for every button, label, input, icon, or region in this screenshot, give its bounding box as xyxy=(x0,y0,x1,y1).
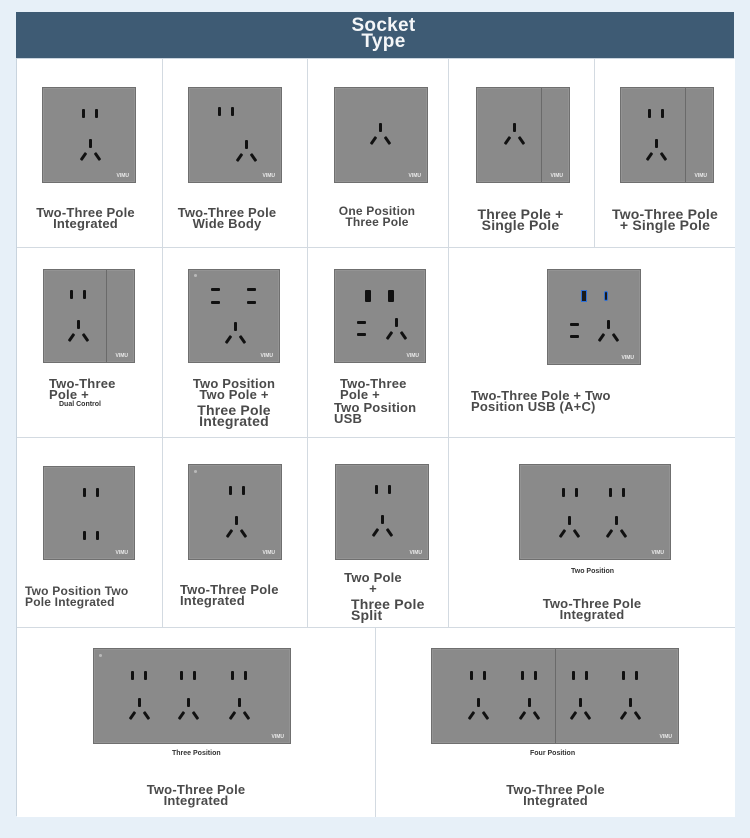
socket-slot xyxy=(483,671,486,680)
socket-slot xyxy=(89,139,92,148)
brand-logo: VIMU xyxy=(260,353,273,359)
brand-logo: VIMU xyxy=(621,355,634,361)
brand-logo: VIMU xyxy=(659,734,672,740)
socket-slot xyxy=(468,711,476,720)
socket-slot xyxy=(620,711,628,720)
socket-slot xyxy=(575,488,578,497)
socket-slot xyxy=(629,698,632,707)
socket-slot xyxy=(660,152,668,161)
socket-cell-10 xyxy=(17,438,163,628)
socket-slot xyxy=(218,107,221,116)
socket-label: Two Position Two Pole + xyxy=(192,376,276,402)
socket-slot xyxy=(534,671,537,680)
usb-c-port xyxy=(604,291,608,301)
socket-cell-9 xyxy=(449,248,735,438)
plate-divider xyxy=(106,270,107,362)
socket-plate xyxy=(431,648,679,744)
socket-slot xyxy=(585,671,588,680)
socket-slot xyxy=(77,320,80,329)
brand-logo: VIMU xyxy=(262,550,275,556)
brand-logo: VIMU xyxy=(262,173,275,179)
socket-slot xyxy=(635,671,638,680)
socket-slot xyxy=(655,139,658,148)
socket-slot xyxy=(244,671,247,680)
brand-logo: VIMU xyxy=(550,173,563,179)
socket-slot xyxy=(357,333,366,336)
indicator-light xyxy=(99,654,102,657)
socket-label-2: Two Position USB xyxy=(334,400,417,426)
socket-slot xyxy=(470,671,473,680)
socket-plate xyxy=(334,269,426,363)
socket-slot xyxy=(615,516,618,525)
socket-plate xyxy=(43,269,135,363)
socket-slot xyxy=(70,290,73,299)
plate-divider xyxy=(541,88,542,182)
socket-label: Two-Three Pole + Two Position USB (A+C) xyxy=(471,388,611,414)
socket-slot xyxy=(504,136,512,145)
socket-slot xyxy=(400,331,408,340)
socket-slot xyxy=(96,488,99,497)
socket-slot xyxy=(384,136,392,145)
socket-slot xyxy=(242,486,245,495)
indicator-light xyxy=(194,470,197,473)
socket-slot xyxy=(231,107,234,116)
socket-label: Two-Three Pole Integrated xyxy=(180,582,279,608)
socket-slot xyxy=(375,485,378,494)
socket-plate xyxy=(335,464,429,560)
header-bar xyxy=(16,12,734,58)
usb-a-port xyxy=(581,290,587,302)
socket-label-2: Three Pole Integrated xyxy=(197,402,271,429)
socket-label: Two-Three Pole + Single Pole xyxy=(612,206,718,233)
socket-cell-2 xyxy=(163,59,308,248)
socket-plate xyxy=(93,648,291,744)
socket-slot xyxy=(477,698,480,707)
socket-sublabel: Two Position xyxy=(571,568,615,575)
socket-plate xyxy=(188,464,282,560)
socket-plate xyxy=(334,87,428,183)
socket-slot xyxy=(482,711,490,720)
socket-label: Three Pole + Single Pole xyxy=(477,206,564,233)
socket-slot xyxy=(225,335,233,344)
socket-slot xyxy=(238,698,241,707)
socket-slot xyxy=(143,711,151,720)
socket-plate xyxy=(188,87,282,183)
socket-cell-3 xyxy=(308,59,449,248)
socket-cell-14 xyxy=(17,628,376,817)
socket-slot xyxy=(572,671,575,680)
socket-slot xyxy=(82,109,85,118)
socket-slot xyxy=(622,671,625,680)
socket-slot xyxy=(231,671,234,680)
socket-slot xyxy=(138,698,141,707)
socket-slot xyxy=(381,515,384,524)
socket-plate xyxy=(519,464,671,560)
socket-slot xyxy=(229,486,232,495)
socket-slot xyxy=(521,671,524,680)
socket-slot xyxy=(533,711,541,720)
indicator-light xyxy=(194,274,197,277)
socket-slot xyxy=(357,321,366,324)
socket-plate xyxy=(43,466,135,560)
socket-slot xyxy=(584,711,592,720)
socket-slot xyxy=(239,335,247,344)
socket-plate xyxy=(188,269,280,363)
socket-cell-8 xyxy=(308,248,449,438)
socket-label-2: Three Pole Split xyxy=(351,596,425,623)
socket-cell-7 xyxy=(163,248,308,438)
socket-slot xyxy=(634,711,642,720)
socket-slot xyxy=(229,711,237,720)
socket-slot xyxy=(236,153,244,162)
socket-slot xyxy=(607,320,610,329)
socket-slot xyxy=(144,671,147,680)
socket-slot xyxy=(96,531,99,540)
socket-slot xyxy=(235,516,238,525)
socket-slot xyxy=(240,529,248,538)
socket-slot xyxy=(606,529,614,538)
socket-cell-12 xyxy=(308,438,449,628)
socket-slot xyxy=(68,333,76,342)
socket-slot xyxy=(609,488,612,497)
socket-slot xyxy=(379,123,382,132)
socket-slot xyxy=(95,109,98,118)
socket-slot xyxy=(518,136,526,145)
socket-grid xyxy=(16,58,734,816)
socket-slot xyxy=(247,288,256,291)
socket-slot xyxy=(243,711,251,720)
socket-label: Two Pole + xyxy=(344,570,402,596)
socket-cell-1 xyxy=(17,59,163,248)
socket-slot xyxy=(245,140,248,149)
socket-slot xyxy=(386,331,394,340)
socket-sublabel: Four Position xyxy=(530,750,576,757)
socket-slot xyxy=(250,153,258,162)
socket-slot xyxy=(648,109,651,118)
socket-slot xyxy=(388,485,391,494)
socket-slot xyxy=(568,516,571,525)
socket-slot xyxy=(570,323,579,326)
socket-sublabel: Dual Control xyxy=(59,401,101,408)
brand-logo: VIMU xyxy=(408,173,421,179)
brand-logo: VIMU xyxy=(115,550,128,556)
socket-slot xyxy=(570,711,578,720)
socket-label: One Position Three Pole xyxy=(338,204,416,229)
brand-logo: VIMU xyxy=(271,734,284,740)
socket-slot xyxy=(579,698,582,707)
socket-slot xyxy=(528,698,531,707)
socket-cell-15 xyxy=(376,628,735,817)
socket-slot xyxy=(372,528,380,537)
socket-slot xyxy=(395,318,398,327)
socket-slot xyxy=(598,333,606,342)
socket-label: Two-Three Pole + xyxy=(49,376,116,402)
socket-slot xyxy=(661,109,664,118)
socket-slot xyxy=(226,529,234,538)
socket-slot xyxy=(570,335,579,338)
socket-slot xyxy=(513,123,516,132)
socket-slot xyxy=(187,698,190,707)
brand-logo: VIMU xyxy=(409,550,422,556)
brand-logo: VIMU xyxy=(694,173,707,179)
socket-cell-5 xyxy=(595,59,735,248)
socket-slot xyxy=(620,529,628,538)
socket-slot xyxy=(612,333,620,342)
plate-divider xyxy=(555,649,556,743)
socket-slot xyxy=(80,152,88,161)
brand-logo: VIMU xyxy=(116,173,129,179)
socket-label: Two-Three Pole Integrated xyxy=(36,205,135,231)
socket-slot xyxy=(365,290,371,302)
socket-plate xyxy=(620,87,714,183)
socket-label: Two Position Two Pole Integrated xyxy=(25,584,129,609)
socket-slot xyxy=(386,528,394,537)
socket-slot xyxy=(211,288,220,291)
socket-slot xyxy=(559,529,567,538)
socket-slot xyxy=(83,290,86,299)
socket-label: Two-Three Pole Integrated xyxy=(506,782,605,808)
socket-cell-13 xyxy=(449,438,735,628)
socket-label: Two-Three Pole Integrated xyxy=(146,782,246,808)
socket-slot xyxy=(247,301,256,304)
socket-slot xyxy=(83,531,86,540)
socket-cell-6 xyxy=(17,248,163,438)
socket-slot xyxy=(82,333,90,342)
socket-label: Two-Three Pole Integrated xyxy=(542,596,642,622)
socket-slot xyxy=(131,671,134,680)
socket-slot xyxy=(573,529,581,538)
socket-slot xyxy=(211,301,220,304)
socket-plate xyxy=(547,269,641,365)
socket-label: Two-Three Pole + xyxy=(340,376,407,402)
socket-slot xyxy=(94,152,102,161)
socket-slot xyxy=(192,711,200,720)
socket-slot xyxy=(234,322,237,331)
page-title: Socket Type xyxy=(351,15,416,52)
socket-slot xyxy=(562,488,565,497)
socket-slot xyxy=(178,711,186,720)
socket-plate xyxy=(42,87,136,183)
brand-logo: VIMU xyxy=(406,353,419,359)
socket-slot xyxy=(83,488,86,497)
socket-slot xyxy=(370,136,378,145)
socket-slot xyxy=(646,152,654,161)
socket-slot xyxy=(388,290,394,302)
socket-slot xyxy=(622,488,625,497)
brand-logo: VIMU xyxy=(651,550,664,556)
socket-slot xyxy=(129,711,137,720)
socket-plate xyxy=(476,87,570,183)
socket-cell-11 xyxy=(163,438,308,628)
socket-slot xyxy=(193,671,196,680)
socket-slot xyxy=(180,671,183,680)
plate-divider xyxy=(685,88,686,182)
socket-slot xyxy=(519,711,527,720)
socket-cell-4 xyxy=(449,59,595,248)
socket-label: Two-Three Pole Wide Body xyxy=(177,205,277,231)
socket-sublabel: Three Position xyxy=(172,750,221,757)
brand-logo: VIMU xyxy=(115,353,128,359)
